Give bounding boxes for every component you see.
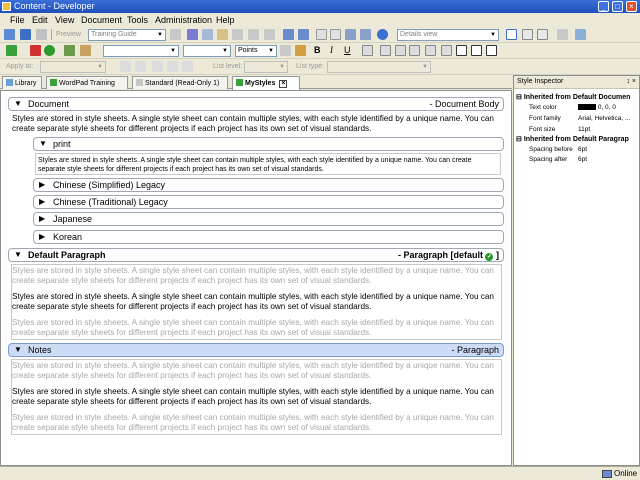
help-icon[interactable] (377, 29, 388, 40)
new-icon[interactable] (4, 29, 15, 40)
grey-sample-text: Styles are stored in style sheets. A single style sheet can contain multiple styles, with each style identified by a unique name. You can create separate style sheets for different projects if each project has its own set of visual standards. (12, 318, 494, 337)
toolbar-standard (0, 27, 640, 43)
style-inspector-panel (513, 75, 640, 466)
style-header-chinese-simplified[interactable]: ▶ Chinese (Simplified) Legacy (33, 178, 504, 192)
style-header-document[interactable]: ▼ Document - Document Body (8, 97, 504, 111)
align-center-icon[interactable] (395, 45, 406, 56)
preview-button[interactable]: Preview (56, 31, 81, 38)
justify-icon[interactable] (425, 45, 436, 56)
border-icon[interactable] (456, 45, 467, 56)
toolbar-icon[interactable] (557, 29, 568, 40)
link-icon[interactable] (345, 29, 356, 40)
menu-bar (0, 13, 640, 27)
grey-sample-text: Styles are stored in style sheets. A single style sheet can contain multiple styles, with each style identified by a unique name. You can create separate style sheets for different projects if each project has its own set of visual standards. (12, 361, 494, 380)
style-header-print[interactable]: ▼ print (33, 137, 504, 151)
inspector-value: 11pt (578, 126, 591, 133)
maximize-button[interactable]: □ (612, 1, 623, 12)
style-header-notes[interactable]: ▼ Notes - Paragraph (8, 343, 504, 357)
style-header-japanese[interactable]: ▶ Japanese (33, 212, 504, 226)
document-icon (136, 79, 143, 86)
inspector-value: 6pt (578, 156, 588, 163)
toolbar-icon[interactable] (170, 29, 181, 40)
minimize-button[interactable]: _ (598, 1, 609, 12)
find-icon[interactable] (248, 29, 259, 40)
layout-icon[interactable] (522, 29, 533, 40)
menu-help[interactable]: Help (216, 15, 235, 25)
list-icon[interactable] (120, 61, 131, 72)
list-icon[interactable] (152, 61, 163, 72)
close-tab-icon[interactable]: × (281, 80, 286, 87)
font-combo[interactable] (183, 45, 231, 57)
border-icon[interactable] (471, 45, 482, 56)
inspector-key: Font family (529, 115, 561, 122)
indent-icon[interactable] (441, 45, 452, 56)
list-type-label: List type: (296, 63, 325, 70)
copy-icon[interactable] (202, 29, 213, 40)
chevron-down-icon: ▼ (422, 64, 428, 70)
chevron-down-icon: ▼ (97, 64, 103, 70)
expand-triangle-icon[interactable]: ▶ (39, 214, 46, 223)
color-swatch (578, 104, 596, 110)
chevron-down-icon: ▼ (222, 48, 228, 54)
chevron-down-icon: ▼ (170, 48, 176, 54)
document-sample-text: Styles are stored in style sheets. A single style sheet can contain multiple styles, with each style identified by a unique name. You can create separate style sheets for different projects if each project has its own set of visual standards. (12, 114, 494, 133)
chevron-down-icon: ▼ (279, 64, 285, 70)
zoom-in-icon[interactable] (316, 29, 327, 40)
collapse-triangle-icon[interactable]: ▼ (39, 139, 47, 148)
inspector-value: 6pt (578, 146, 588, 153)
underline-icon[interactable]: U (344, 45, 351, 55)
pin-close-icon[interactable]: ↕ × (626, 78, 636, 85)
redo-icon[interactable] (298, 29, 309, 40)
style-combo[interactable] (103, 45, 179, 57)
list-type-combo[interactable] (327, 61, 431, 73)
print-sample-text: Styles are stored in style sheets. A single style sheet can contain multiple styles, with each style identified by a unique name. You can create separate style sheets for different projects if each project has its own set of visual standards. (38, 157, 472, 173)
expand-triangle-icon[interactable]: ▶ (39, 232, 46, 241)
document-tabs (0, 75, 512, 89)
remove-icon[interactable] (30, 45, 41, 56)
tab-library[interactable]: Library (2, 76, 42, 89)
undo-icon[interactable] (283, 29, 294, 40)
collapse-triangle-icon[interactable]: ▼ (14, 99, 22, 108)
spell-icon[interactable] (360, 29, 371, 40)
italic-icon[interactable]: I (330, 45, 333, 55)
style-header-default-paragraph[interactable]: ▼ Default Paragraph - Paragraph [default ✓ ] (8, 248, 504, 262)
paste-icon[interactable] (217, 29, 228, 40)
expand-triangle-icon[interactable]: ▶ (39, 180, 46, 189)
paint-icon[interactable] (295, 45, 306, 56)
menu-document[interactable]: Document (81, 15, 123, 25)
menu-file[interactable]: File (10, 15, 25, 25)
toolbar-icon[interactable] (80, 45, 91, 56)
document-editor[interactable] (0, 90, 512, 466)
check-icon[interactable] (44, 45, 55, 56)
close-button[interactable]: × (626, 1, 637, 12)
cut-icon[interactable] (187, 29, 198, 40)
chevron-down-icon: ▼ (268, 48, 274, 54)
add-icon[interactable] (6, 45, 17, 56)
toolbar-icon[interactable] (64, 45, 75, 56)
app-icon (2, 2, 11, 11)
layout-icon[interactable] (506, 29, 517, 40)
inspector-key: Spacing before (529, 146, 573, 153)
replace-icon[interactable] (264, 29, 275, 40)
document-icon (236, 79, 243, 86)
window-title: Content - Developer (14, 1, 95, 11)
online-status: Online (614, 469, 638, 478)
chevron-down-icon: ▼ (490, 32, 496, 38)
inspector-value: Arial, Helvetica, ... (578, 115, 631, 122)
expand-triangle-icon[interactable]: ▶ (39, 197, 46, 206)
list-level-label: List level: (213, 63, 243, 70)
tab-mystyles[interactable]: MyStyles × (232, 76, 300, 90)
check-icon: ✓ (486, 254, 492, 260)
view-combo[interactable]: Details view ▼ (397, 29, 499, 41)
list-icon[interactable] (182, 61, 193, 72)
inspector-key: Text color (529, 104, 557, 111)
status-bar (0, 466, 640, 480)
chevron-down-icon: ▼ (157, 32, 163, 38)
collapse-icon[interactable]: ⊟ (516, 136, 522, 143)
style-header-chinese-traditional[interactable]: ▶ Chinese (Traditional) Legacy (33, 195, 504, 209)
list-icon[interactable] (135, 61, 146, 72)
collapse-triangle-icon[interactable]: ▼ (14, 250, 22, 259)
layout-icon[interactable] (537, 29, 548, 40)
inspector-group-header[interactable]: ⊟ Inherited from Default Documen (516, 94, 631, 101)
inspector-key: Spacing after (529, 156, 568, 163)
list-icon[interactable] (167, 61, 178, 72)
inspector-title-bar: Style Inspector ↕ × (514, 76, 639, 89)
table-icon[interactable] (486, 45, 497, 56)
toolbar-format (0, 43, 640, 59)
library-icon (6, 79, 13, 86)
title-bar (0, 0, 640, 13)
tab-standard[interactable]: Standard (Read-Only 1) (132, 76, 228, 89)
delete-icon[interactable] (232, 29, 243, 40)
menu-view[interactable]: View (55, 15, 75, 25)
document-icon (50, 79, 57, 86)
apply-to-label: Apply to: (6, 63, 34, 70)
zoom-out-icon[interactable] (330, 29, 341, 40)
align-center-icon[interactable] (380, 45, 391, 56)
inspector-value: 0, 0, 0 (578, 104, 616, 111)
save-all-icon[interactable] (36, 29, 47, 40)
bold-icon[interactable]: B (314, 45, 321, 55)
save-icon[interactable] (20, 29, 31, 40)
tab-wordpad-training[interactable]: WordPad Training (46, 76, 128, 89)
inspector-group-header[interactable]: ⊟ Inherited from Default Paragrap (516, 136, 629, 143)
menu-administration[interactable]: Administration (155, 15, 213, 25)
notes-sample-text: Styles are stored in style sheets. A single style sheet can contain multiple styles, with each style identified by a unique name. You can create separate style sheets for different projects if each project has its own set of visual standards. (12, 387, 494, 406)
collapse-icon[interactable]: ⊟ (516, 94, 522, 101)
grey-sample-text: Styles are stored in style sheets. A single style sheet can contain multiple styles, with each style identified by a unique name. You can create separate style sheets for different projects if each project has its own set of visual standards. (12, 413, 494, 432)
menu-tools[interactable]: Tools (127, 15, 149, 25)
default-paragraph-sample-text: Styles are stored in style sheets. A single style sheet can contain multiple styles, with each style identified by a unique name. You can create separate style sheets for different projects if each project has its own set of visual standards. (12, 292, 494, 311)
online-icon (602, 470, 612, 478)
inspector-key: Font size (529, 126, 556, 133)
training-combo[interactable]: Training Guide ▼ (88, 29, 166, 41)
toolbar-list (0, 59, 640, 75)
align-right-icon[interactable] (409, 45, 420, 56)
align-left-icon[interactable] (362, 45, 373, 56)
apply-to-combo[interactable] (40, 61, 106, 73)
print-sample-box (35, 153, 501, 175)
style-header-korean[interactable]: ▶ Korean (33, 230, 504, 244)
toolbar-icon[interactable] (280, 45, 291, 56)
menu-edit[interactable]: Edit (32, 15, 48, 25)
grey-sample-text: Styles are stored in style sheets. A single style sheet can contain multiple styles, with each style identified by a unique name. You can create separate style sheets for different projects if each project has its own set of visual standards. (12, 266, 494, 285)
units-combo[interactable]: Points ▼ (235, 45, 277, 57)
collapse-triangle-icon[interactable]: ▼ (14, 345, 22, 354)
toolbar-icon[interactable] (575, 29, 586, 40)
list-level-combo[interactable] (244, 61, 288, 73)
